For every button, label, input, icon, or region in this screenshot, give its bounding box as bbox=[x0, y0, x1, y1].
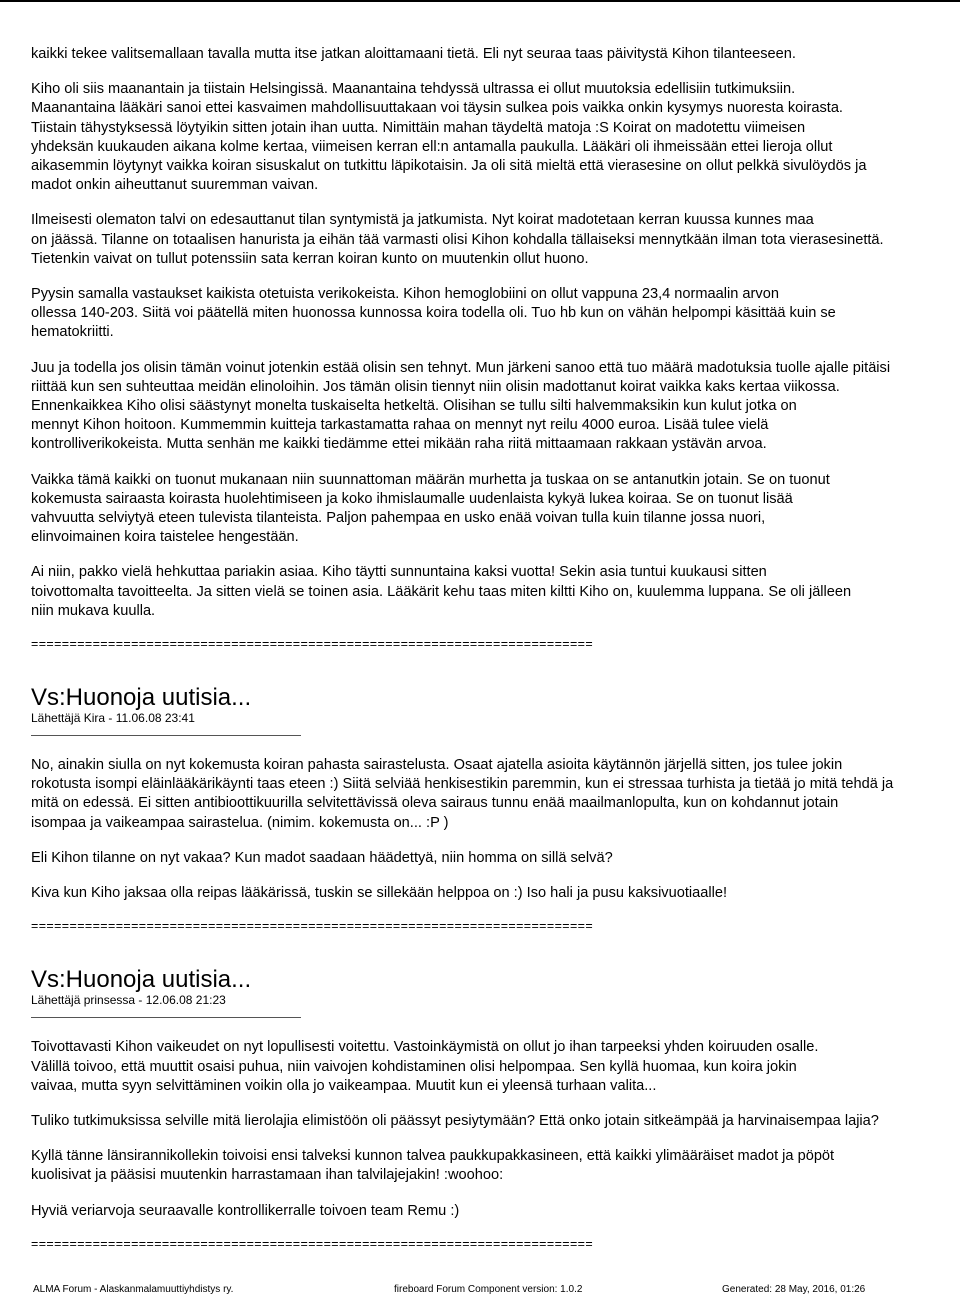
text-line: Ennenkaikkea Kiho olisi säästynyt monelta tuskaiselta hetkeltä. Olisihan se tullu silti halvemmaksikin kun kulut jotka on bbox=[31, 398, 797, 415]
post-paragraph bbox=[31, 211, 960, 269]
text-line: Toivottavasti Kihon vaikeudet on nyt lopullisesti voitettu. Vastoinkäymistä on ollut jo ihan tarpeeksi yhden koiruuden osalle. bbox=[31, 1039, 819, 1056]
text-line: aikasemmin löytynyt vaikka koiran sisuskalut on tutkittu läpikotaisin. Ja oli sitä mieltä että vierasesine on ollut pelkkä sivulöydös ja bbox=[31, 158, 867, 175]
post-header bbox=[31, 967, 960, 1018]
post-title: Vs:Huonoja uutisia... bbox=[31, 684, 252, 712]
text-line: vaivaa, mutta syyn selvittäminen voikin olla jo vaikeampaa. Muutit kun ei yleensä turhaan valita... bbox=[31, 1077, 657, 1094]
post-title: Vs:Huonoja uutisia... bbox=[31, 966, 252, 994]
post-separator: ========================================================================= bbox=[31, 1236, 594, 1251]
text-line: elinvoimainen koira taistelee hengestään. bbox=[31, 529, 299, 546]
text-line: Välillä toivoo, että muuttit osaisi puhua, niin vaivojen kohdistaminen olisi helpompaa. Sen kyllä huomaa, kun koira jokin bbox=[31, 1058, 797, 1075]
post-paragraph bbox=[31, 1038, 960, 1096]
text-line: Ai niin, pakko vielä hehkuttaa pariakin asiaa. Kiho täytti sunnuntaina kaksi vuotta! Sekin asia tuntui kuukausi sitten bbox=[31, 564, 767, 581]
post-paragraph bbox=[31, 471, 960, 548]
text-line: toivottomalta tavoitteelta. Ja sitten vielä se toinen asia. Lääkärit kehu taas miten kiltti Kiho on, kuulemma luppana. Se oli jälleen bbox=[31, 583, 852, 600]
post-paragraph bbox=[31, 1147, 960, 1185]
text-line: on jäässä. Tilanne on totaalisen hanurista ja eihän tää varmasti olisi Kihon kohdalla tällaiseksi mennytkään ilman tota vierasesinettä. bbox=[31, 231, 884, 248]
text-line: mennyt Kihon hoitoon. Kummemmin kuitteja tarkastamatta rahaa on mennyt nyt reilu 4000 euroa. Lisää tulee vielä bbox=[31, 417, 769, 434]
post-paragraph bbox=[31, 45, 960, 64]
text-line: kontrolliverikokeista. Mutta senhän me kaikki tiedämme ettei mikään raha riitä mittaamaan rakkaan ystävän arvoa. bbox=[31, 436, 767, 453]
text-line: Pyysin samalla vastaukset kaikista otetuista verikokeista. Kihon hemoglobiini on ollut vappuna 23,4 normaalin arvon bbox=[31, 286, 779, 303]
meta-divider bbox=[31, 735, 301, 736]
text-line: niin mukava kuulla. bbox=[31, 602, 156, 619]
post-author-meta: Lähettäjä Kira - 11.06.08 23:41 bbox=[31, 711, 195, 726]
post-paragraph bbox=[31, 563, 960, 621]
text-line: Tiistain tähystyksessä löytyikin sitten jotain ihan uutta. Nimittäin mahan täydeltä matoja :S Koirat on madotettu viimeisen bbox=[31, 119, 806, 136]
text-line: Eli Kihon tilanne on nyt vakaa? Kun madot saadaan häädettyä, niin homma on sillä selvä? bbox=[31, 849, 613, 866]
text-line: Kiva kun Kiho jaksaa olla reipas lääkärissä, tuskin se sillekään helppoa on :) Iso hali ja pusu kaksivuotiaalle! bbox=[31, 885, 728, 902]
text-line: Tuliko tutkimuksissa selville mitä lierolajia elimistöön oli päässyt pesiytymään? Että onko jotain sitkeämpää ja harvinaisempaa lajia? bbox=[31, 1112, 879, 1129]
text-line: kokemusta sairaasta koirasta huolehtimiseen ja koko ihmislaumalle uudenlaista kykyä lukea koiraa. Se on tuonut lisää bbox=[31, 490, 793, 507]
text-line: isompaa ja vaikeampaa sairastelua. (nimim. kokemusta on... :P ) bbox=[31, 814, 449, 831]
footer-generated-date: Generated: 28 May, 2016, 01:26 bbox=[722, 1284, 866, 1295]
text-line: Maanantaina lääkäri sanoi ettei kasvaimen mahdollisuuttakaan voi täysin sulkea pois vaikka onkin kysymys nuoresta koirasta. bbox=[31, 100, 843, 117]
post-paragraph bbox=[31, 884, 960, 903]
text-line: Hyviä veriarvoja seuraavalle kontrollikerralle toivoen team Remu :) bbox=[31, 1202, 460, 1219]
post-paragraph bbox=[31, 80, 960, 195]
text-line: Kyllä tänne länsirannikollekin toivoisi ensi talveksi kunnon talvea paukkupakkasineen, että kaikki ylimääräiset madot ja pöpöt bbox=[31, 1148, 835, 1165]
meta-divider bbox=[31, 1017, 301, 1018]
post-paragraph bbox=[31, 359, 960, 455]
footer-site-name: ALMA Forum - Alaskanmalamuuttiyhdistys ry. bbox=[33, 1284, 234, 1295]
post-paragraph bbox=[31, 1202, 960, 1221]
text-line: rokotusta isompi eläinlääkärikäynti taas eteen :) Siitä selviää henkisestikin paremmin, kun ei stressaa turhista ja tietää jo mitä tehdä ja bbox=[31, 776, 894, 793]
text-line: No, ainakin siulla on nyt kokemusta koiran pahasta sairastelusta. Osaat ajatella asioita käytännön järjellä sitten, jos tulee jokin bbox=[31, 757, 843, 774]
text-line: Ilmeisesti olematon talvi on edesauttanut tilan syntymistä ja jatkumista. Nyt koirat madotetaan kerran kuussa kunnes maa bbox=[31, 212, 814, 229]
text-line: Vaikka tämä kaikki on tuonut mukanaan niin suunnattoman määrän murhetta ja tuskaa on se antanutkin jotain. Se on tuonut bbox=[31, 471, 830, 488]
footer-component-version: fireboard Forum Component version: 1.0.2 bbox=[394, 1284, 583, 1295]
text-line: madot onkin aiheuttanut suuremman vaivan. bbox=[31, 177, 319, 194]
post-author-meta: Lähettäjä prinsessa - 12.06.08 21:23 bbox=[31, 993, 226, 1008]
post-paragraph bbox=[31, 285, 960, 343]
post-separator: ========================================================================= bbox=[31, 919, 594, 934]
text-line: mitä on edessä. Ei sitten antibioottikuurilla selvitettävissä oleva sairaus tunnu enää maailmanlopulta, kun on kohdannut jotain bbox=[31, 795, 839, 812]
text-line: vahvuutta selviytyä eteen tulevista tilanteista. Paljon pahempaa en usko enää voivan tulla kuin tilanne jossa nuori, bbox=[31, 510, 766, 527]
text-line: Juu ja todella jos olisin tämän voinut jotenkin estää olisin sen tehnyt. Mun järkeni sanoo että tuo määrä madotuksia tuolle ajalle pitäisi bbox=[31, 359, 891, 376]
text-line: riittää kun sen suhteuttaa meidän elinoloihin. Jos tämän olisin tiennyt niin olisin madottanut koirat vaikka kaks kertaa viikossa. bbox=[31, 378, 840, 395]
text-line: kuolisivat ja pääsisi muutenkin harrastamaan ihan talvilajejakin! :woohoo: bbox=[31, 1167, 504, 1184]
text-line: Kiho oli siis maanantain ja tiistain Helsingissä. Maanantaina tehdyssä ultrassa ei ollut muutoksia edellisiin tutkimuksiin. bbox=[31, 81, 796, 98]
post-paragraph bbox=[31, 849, 960, 868]
text-line: hematokriitti. bbox=[31, 324, 114, 341]
text-line: yhdeksän kuukauden aikana kolme kertaa, viimeisen kerran ell:n antamalla paukulla. Lääkäri oli ihmeissään ettei lieroja ollut bbox=[31, 138, 833, 155]
post-paragraph bbox=[31, 756, 960, 833]
post-paragraph bbox=[31, 1112, 960, 1131]
post-header bbox=[31, 685, 960, 736]
page-top-rule bbox=[0, 0, 960, 2]
text-line: kaikki tekee valitsemallaan tavalla mutta itse jatkan aloittamaani tietä. Eli nyt seuraa taas päivitystä Kihon tilanteeseen. bbox=[31, 46, 796, 62]
post-separator: ========================================================================= bbox=[31, 637, 594, 652]
text-line: ollessa 140-203. Siitä voi päätellä miten huonossa kunnossa koira todella oli. Tuo hb kun on vähän helpompi käsittää kuin se bbox=[31, 305, 836, 322]
forum-thread-page bbox=[31, 45, 960, 1251]
text-line: Tietenkin vaivat on tullut potenssiin sata kerran koiran kunto on muutenkin ollut huono. bbox=[31, 250, 589, 267]
